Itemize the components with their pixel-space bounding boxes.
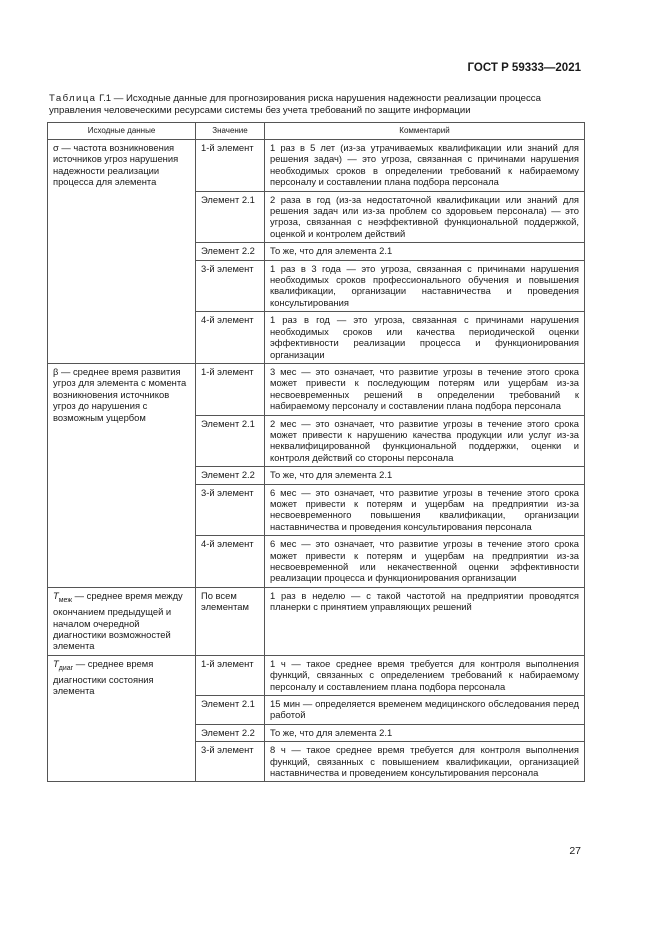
comment-cell: 1 раз в 3 года — это угроза, связанная с причинами нарушения необходимых сроков профессионального обучения и повышения квалификации, организации наставничества и проведения консультирования (265, 260, 585, 312)
source-data-table (47, 122, 585, 782)
value-cell: Элемент 2.2 (196, 724, 265, 741)
value-cell: Элемент 2.2 (196, 243, 265, 260)
comment-cell: 8 ч — такое среднее время требуется для контроля выполнения функций, связанных с повышением квалификации, организацией наставничества и проведением консультирования персонала (265, 742, 585, 782)
param-beta: β — среднее время развития угроз для элемента с момента возникновения источников угроз до нарушения с возможным ущербом (48, 363, 196, 587)
param-subscript: меж (58, 596, 73, 604)
value-cell: Элемент 2.1 (196, 191, 265, 243)
value-cell: По всем элементам (196, 587, 265, 655)
param-t-diag (48, 655, 196, 782)
param-sigma: σ — частота возникновения источников угроз нарушения надежности реализации процесса для элемента (48, 140, 196, 364)
page-number: 27 (569, 845, 581, 857)
comment-cell: То же, что для элемента 2.1 (265, 724, 585, 741)
param-description: — среднее время между окончанием предыдущей и началом очередной диагностики возможностей элемента (53, 589, 183, 652)
comment-cell: 6 мес — это означает, что развитие угрозы в течение этого срока может привести к потерям и ущербам на предприятии из-за несвоевременного повышения квалификации, организации наставничества и проведения консультирования персонала (265, 484, 585, 536)
comment-cell: 1 ч — такое среднее время требуется для контроля выполнения функций, связанных с определением требований к набираемому персоналу и составлением плана подбора персонала (265, 655, 585, 695)
table-caption (49, 93, 584, 117)
table-row (48, 587, 585, 655)
value-cell: 1-й элемент (196, 363, 265, 415)
value-cell: 1-й элемент (196, 655, 265, 695)
value-cell: Элемент 2.1 (196, 415, 265, 467)
value-cell: Элемент 2.1 (196, 695, 265, 724)
param-subscript: диаг (58, 664, 74, 672)
table-row (48, 363, 585, 415)
value-cell: 3-й элемент (196, 484, 265, 536)
comment-cell: 1 раз в год — это угроза, связанная с причинами нарушения необходимых сроков или качества периодической оценки эффективности реализации процесса и функционирования организации (265, 312, 585, 364)
table-row (48, 655, 585, 695)
comment-cell: То же, что для элемента 2.1 (265, 467, 585, 484)
column-header-comment: Комментарий (265, 123, 585, 140)
comment-cell: То же, что для элемента 2.1 (265, 243, 585, 260)
comment-cell: 6 мес — это означает, что развитие угрозы в течение этого срока может привести к потерям и ущербам на предприятии из-за несвоевременной или некачественной оценки эффективности реализации процесса и функционирования организации (265, 536, 585, 588)
caption-lead: Таблица (49, 93, 97, 104)
caption-text: Г.1 — Исходные данные для прогнозирования риска нарушения надежности реализации процесса управления человеческими ресурсами системы без учета требований по защите информации (49, 93, 541, 116)
value-cell: Элемент 2.2 (196, 467, 265, 484)
column-header-value: Значение (196, 123, 265, 140)
comment-cell: 3 мес — это означает, что развитие угрозы в течение этого срока может привести к последующим потерям или ущербам из-за несвоевременных решений в определении требований к набираемому персоналу и составлении плана подбора персонала (265, 363, 585, 415)
comment-cell: 2 мес — это означает, что развитие угрозы в течение этого срока может привести к нарушению качества продукции или услуг из-за неквалифицированной функциональной поддержки, оценки и контроля действий со стороны персонала (265, 415, 585, 467)
value-cell: 3-й элемент (196, 260, 265, 312)
table-header-row (48, 123, 585, 140)
column-header-source-data: Исходные данные (48, 123, 196, 140)
param-t-mezh (48, 587, 196, 655)
standard-number: ГОСТ Р 59333—2021 (467, 62, 581, 74)
param-description: — среднее время диагностики состояния элемента (53, 657, 154, 697)
table-row (48, 140, 585, 192)
param-symbol: T (53, 657, 59, 669)
value-cell: 4-й элемент (196, 312, 265, 364)
value-cell: 1-й элемент (196, 140, 265, 192)
value-cell: 4-й элемент (196, 536, 265, 588)
comment-cell: 1 раз в неделю — с такой частотой на предприятии проводятся планерки с принятием управляющих решений (265, 587, 585, 655)
param-symbol: T (53, 589, 59, 601)
comment-cell: 15 мин — определяется временем медицинского обследования перед работой (265, 695, 585, 724)
comment-cell: 1 раз в 5 лет (из-за утрачиваемых квалификации или знаний для решения задач) — это угроза, связанная с причинами нарушения необходимых сроков в определении требований к набираемому персоналу и составлении плана подбора персонала (265, 140, 585, 192)
value-cell: 3-й элемент (196, 742, 265, 782)
comment-cell: 2 раза в год (из-за недостаточной квалификации или знаний для решения задач или из-за проблем со здоровьем персонала) — это угроза, связанная с неэффективной функциональной поддержкой, оценкой и контролем действий (265, 191, 585, 243)
